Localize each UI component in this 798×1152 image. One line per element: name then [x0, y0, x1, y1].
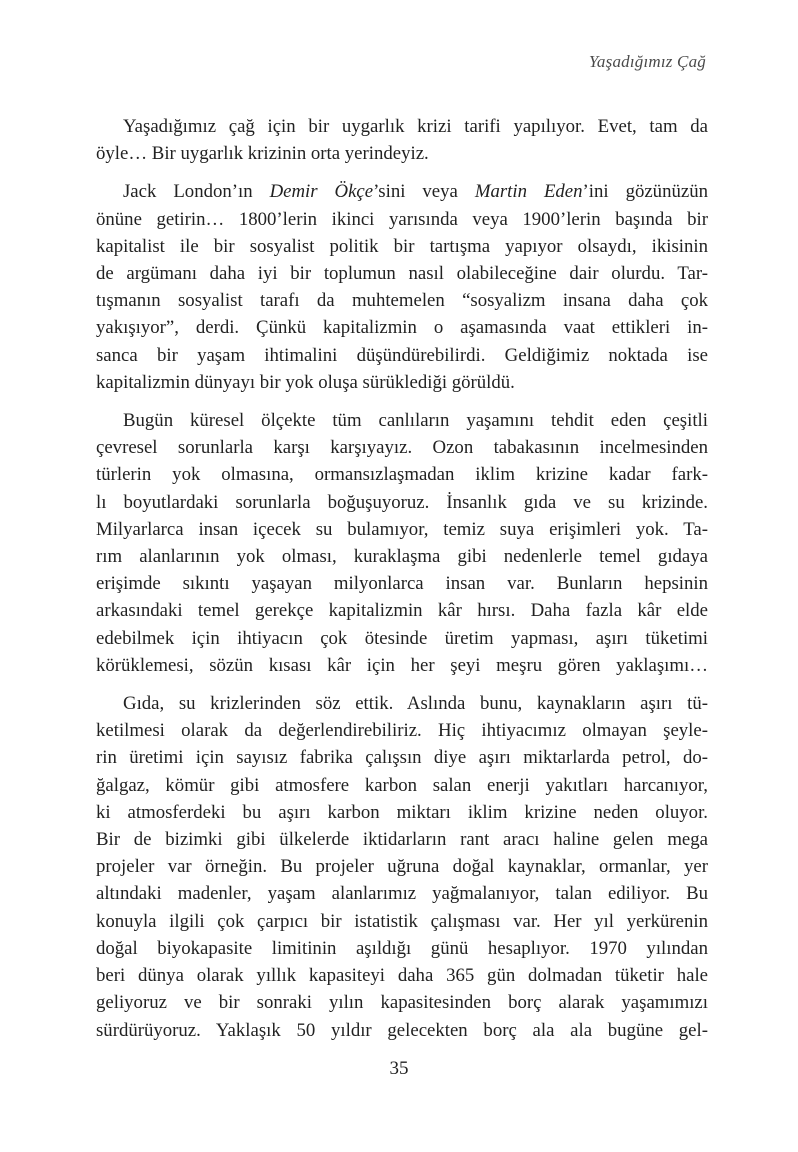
text-run: lı boyutlardaki sorunlarla boğuşuyoruz. İnsanlık gıda ve su krizinde.: [96, 491, 708, 513]
text-line: [96, 260, 708, 287]
text-line: [96, 543, 708, 570]
text-line: [96, 690, 708, 717]
paragraph: [96, 113, 708, 167]
text-line: [96, 1017, 708, 1044]
text-line: [96, 853, 708, 880]
text-line: [96, 826, 708, 853]
text-line: [96, 407, 708, 434]
text-run: rin üretimi için sayısız fabrika çalışsın diye aşırı miktarlarda petrol, do-: [96, 747, 708, 769]
text-run: arkasındaki temel gerekçe kapitalizmin kâr hırsı. Daha fazla kâr elde: [96, 600, 708, 622]
text-run: sanca bir yaşam ihtimalini düşündürebilirdi. Geldiğimiz noktada ise: [96, 344, 708, 366]
text-line: [96, 206, 708, 233]
text-run: erişimde sıkıntı yaşayan milyonlarca insan var. Bunların hepsinin: [96, 573, 708, 595]
text-run: de argümanı daha iyi bir toplumun nasıl olabileceğine dair olurdu. Tar-: [96, 263, 708, 285]
text-line: [96, 989, 708, 1016]
text-run: Milyarlarca insan içecek su bulamıyor, temiz suya erişimleri yok. Ta-: [96, 518, 708, 540]
text-line: [96, 880, 708, 907]
paragraph: [96, 690, 708, 1044]
text-line: [96, 113, 708, 140]
text-block: [96, 113, 708, 1055]
text-run: ketilmesi olarak da değerlendirebiliriz. Hiç ihtiyacımız olmayan şeyle-: [96, 720, 708, 742]
text-run: projeler var örneğin. Bu projeler uğruna doğal kaynaklar, ormanlar, yer: [96, 856, 708, 878]
text-line: [96, 342, 708, 369]
text-run: rım alanlarının yok olması, kuraklaşma gibi nedenlerle temel gıdaya: [96, 546, 708, 568]
text-run: körüklemesi, sözün kısası kâr için her şeyi meşru gören yaklaşımı…: [96, 654, 708, 676]
text-run: türlerin yok olmasına, ormansızlaşmadan iklim krizine kadar fark-: [96, 464, 708, 486]
text-line: [96, 962, 708, 989]
text-run: Jack London’ın: [123, 181, 270, 203]
text-run: çevresel sorunlarla karşı karşıyayız. Ozon tabakasının incelmesinden: [96, 437, 708, 459]
text-run: Gıda, su krizlerinden söz ettik. Aslında bunu, kaynakların aşırı tü-: [123, 693, 708, 715]
text-line: [96, 233, 708, 260]
text-run: doğal biyokapasite limitinin aşıldığı günü hesaplıyor. 1970 yılından: [96, 937, 708, 959]
text-line: [96, 369, 708, 396]
paragraph: [96, 407, 708, 679]
text-line: [96, 516, 708, 543]
page-number: 35: [389, 1058, 409, 1079]
book-title-italic: Martin Eden: [474, 181, 583, 203]
text-run: geliyoruz ve bir sonraki yılın kapasitesinden borç alarak yaşamımızı: [96, 992, 708, 1014]
text-line: [96, 625, 708, 652]
text-run: kapitalist ile bir sosyalist politik bir tartışma yapıyor olsaydı, ikisinin: [96, 235, 708, 257]
text-line: [96, 597, 708, 624]
text-run: Bugün küresel ölçekte tüm canlıların yaşamını tehdit eden çeşitli: [123, 410, 708, 432]
text-line: [96, 652, 708, 679]
text-line: [96, 314, 708, 341]
text-line: [96, 717, 708, 744]
text-line: [96, 461, 708, 488]
text-run: Yaşadığımız çağ için bir uygarlık krizi tarifi yapılıyor. Evet, tam da: [123, 116, 708, 137]
text-line: [96, 178, 708, 205]
text-run: Bir de bizimki gibi ülkelerde iktidarların rant aracı haline gelen mega: [96, 829, 708, 851]
text-run: ki atmosferdeki bu aşırı karbon miktarı iklim krizine neden oluyor.: [96, 801, 708, 823]
text-run: beri dünya olarak yıllık kapasiteyi daha 365 gün dolmadan tüketir hale: [96, 965, 708, 987]
text-run: edebilmek için ihtiyacın çok ötesinde üretim yapması, aşırı tüketimi: [96, 627, 708, 649]
text-run: öyle… Bir uygarlık krizinin orta yerindeyiz.: [96, 143, 429, 165]
text-run: konuyla ilgili çok çarpıcı bir istatistik çalışması var. Her yıl yerkürenin: [96, 910, 708, 932]
text-run: ’ini gözünüzün: [582, 181, 708, 203]
text-run: sürdürüyoruz. Yaklaşık 50 yıldır gelecekten borç ala ala bugüne gel-: [96, 1019, 708, 1041]
text-line: [96, 799, 708, 826]
text-run: tışmanın sosyalist tarafı da muhtemelen “sosyalizm insana daha çok: [96, 290, 708, 312]
text-run: altındaki madenler, yaşam alanlarımız yağmalanıyor, talan ediliyor. Bu: [96, 883, 708, 905]
text-line: [96, 287, 708, 314]
running-header: Yaşadığımız Çağ: [588, 52, 706, 71]
book-title-italic: Demir Ökçe: [269, 181, 374, 203]
text-run: kapitalizmin dünyayı bir yok oluşa sürüklediği görüldü.: [96, 371, 515, 393]
text-run: ’sini veya: [373, 181, 475, 203]
text-line: [96, 908, 708, 935]
text-line: [96, 434, 708, 461]
text-run: yakışıyor”, derdi. Çünkü kapitalizmin o aşamasında vaat ettikleri in-: [96, 317, 708, 339]
text-line: [96, 935, 708, 962]
text-line: [96, 744, 708, 771]
text-line: [96, 772, 708, 799]
text-line: [96, 140, 708, 167]
paragraph: [96, 178, 708, 396]
text-run: ğalgaz, kömür gibi atmosfere karbon salan enerji yakıtları harcanıyor,: [96, 774, 708, 796]
text-line: [96, 489, 708, 516]
text-line: [96, 570, 708, 597]
text-run: önüne getirin… 1800’lerin ikinci yarısında veya 1900’lerin başında bir: [96, 208, 708, 230]
